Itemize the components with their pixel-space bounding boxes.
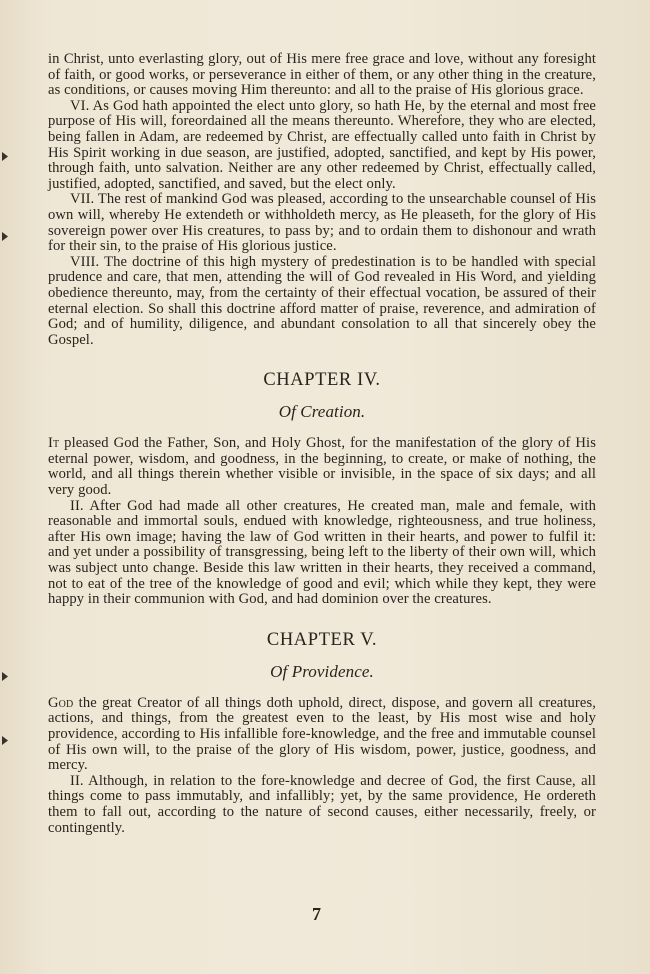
page-body xyxy=(48,52,596,836)
drop-lead-word: God xyxy=(48,694,74,711)
margin-mark xyxy=(2,152,8,161)
chapter-iv-paragraph-1 xyxy=(48,436,596,498)
chapter-iv-heading: CHAPTER IV. xyxy=(263,370,381,391)
margin-mark xyxy=(2,232,8,241)
paragraph-vi: VI. As God hath appointed the elect unto glory, so hath He, by the eternal and most free purpose of His will, foreordained all the means thereunto. Wherefore, they who are elected, being fallen in Adam, are redeemed by Christ, are effectually called unto faith in Christ by His Spirit working in due season, are justified, adopted, sanctified, and kept by His power, through faith, unto salvation. Neither are any other redeemed by Christ, effectually called, justified, adopted, sanctified, and saved, but the elect only. xyxy=(48,97,596,192)
page-number: 7 xyxy=(312,904,321,924)
paragraph-viii: VIII. The doctrine of this high mystery of predestination is to be handled with special prudence and care, that men, attending the will of God revealed in His Word, and yielding obedience thereunto, may, from the certainty of their effectual vocation, be assured of their eternal election. So shall this doctrine afford matter of praise, reverence, and admiration of God; and of humility, diligence, and abundant consolation to all that sincerely obey the Gospel. xyxy=(48,253,596,348)
chapter-v-paragraph-2: II. Although, in relation to the fore-knowledge and decree of God, the first Cause, all things come to pass immutably, and infallibly; yet, by the same providence, He ordereth them to fall out, according to the nature of second causes, either necessarily, freely, or contingently. xyxy=(48,772,596,836)
chapter-iv-paragraph-2: II. After God had made all other creatures, He created man, male and female, with reasonable and immortal souls, endued with knowledge, righteousness, and true holiness, after His own image; having the law of God written in their hearts, and power to fulfil it: and yet under a possibility of transgressing, being left to the liberty of their own will, which was subject unto change. Beside this law written in their hearts, they received a command, not to eat of the tree of the knowledge of good and evil; which while they kept, they were happy in their communion with God, and had dominion over the creatures. xyxy=(48,497,596,608)
margin-mark xyxy=(2,672,8,681)
chapter-v-paragraph-1 xyxy=(48,696,596,774)
drop-lead-word: It xyxy=(48,435,60,452)
chapter-v-subtitle: Of Providence. xyxy=(270,661,374,681)
paragraph-intro: in Christ, unto everlasting glory, out of His mere free grace and love, without any foresight of faith, or good works, or perseverance in either of them, or any other thing in the creature, as conditions, or causes moving Him thereunto: and all to the praise of His glorious grace. xyxy=(48,51,596,99)
paragraph-text: pleased God the Father, Son, and Holy Ghost, for the manifestation of the glory of His eternal power, wisdom, and goodness, in the beginning, to create, or make of nothing, the world, and all things therein whether visible or invisible, in the space of six days; and all very good. xyxy=(48,435,596,499)
chapter-v-heading: CHAPTER V. xyxy=(266,629,378,650)
paragraph-vii: VII. The rest of mankind God was pleased, according to the unsearchable counsel of His own will, whereby He extendeth or withholdeth mercy, as He pleaseth, for the glory of His sovereign power over His creatures, to pass by; and to ordain them to dishonour and wrath for their sin, to the praise of His glorious justice. xyxy=(48,191,596,255)
paragraph-text: the great Creator of all things doth uphold, direct, dispose, and govern all creatures, actions, and things, from the greatest even to the least, by His most wise and holy providence, according to His infallible fore-knowledge, and the free and immutable counsel of His own will, to the praise of the glory of His wisdom, power, justice, goodness, and mercy. xyxy=(48,694,596,774)
margin-mark xyxy=(2,736,8,745)
chapter-iv-subtitle: Of Creation. xyxy=(278,402,366,422)
